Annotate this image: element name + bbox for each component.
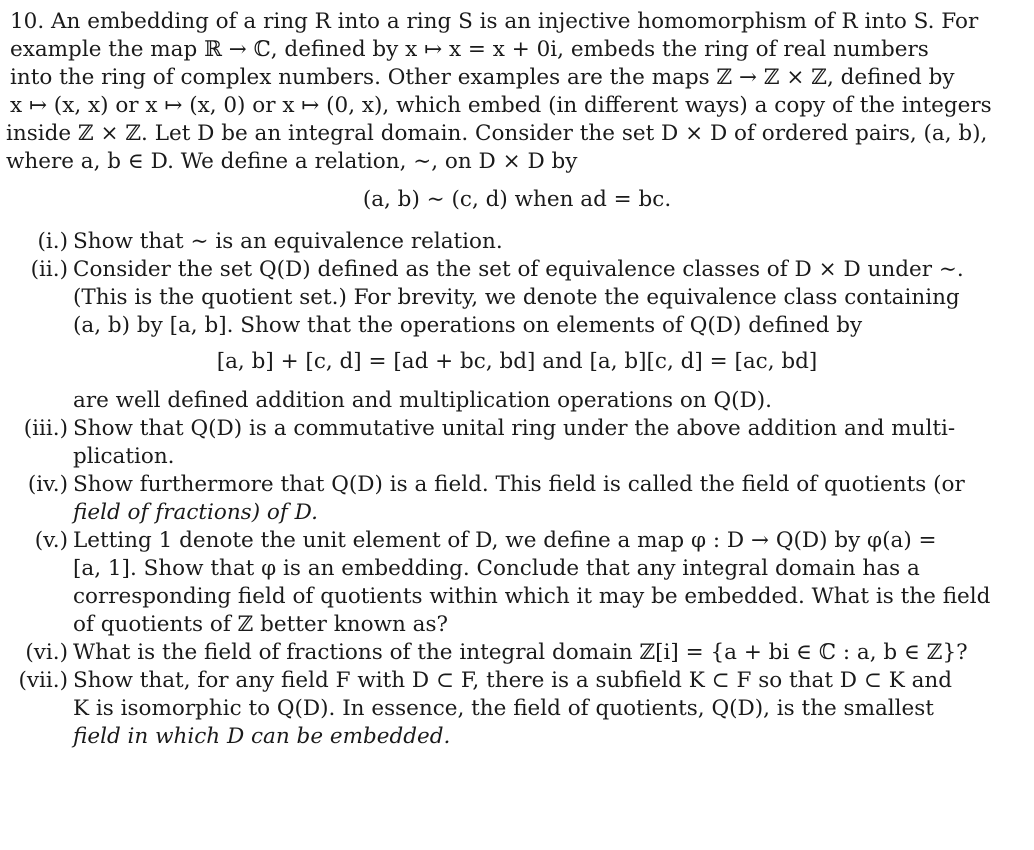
part-vi-label: (vi.) — [25, 640, 68, 665]
intro-line-3: into the ring of complex numbers. Other examples are the maps ℤ → ℤ × ℤ, defined by — [10, 65, 955, 90]
intro-line-1: 10. An embedding of a ring R into a ring S is an injective homomorphism of R into S. For — [10, 9, 979, 34]
part-iv-line-1: Show furthermore that Q(D) is a field. This field is called the field of quotients (or — [73, 472, 965, 497]
part-vii-line-3: field in which D can be embedded. — [73, 724, 451, 749]
part-ii-line-3: (a, b) by [a, b]. Show that the operations on elements of Q(D) defined by — [73, 313, 863, 338]
part-i-line-1: Show that ∼ is an equivalence relation. — [73, 229, 503, 254]
intro-line-5: inside ℤ × ℤ. Let D be an integral domain. Consider the set D × D of ordered pairs, (a, b), — [6, 121, 988, 146]
operations-display: [a, b] + [c, d] = [ad + bc, bd] and [a, b][c, d] = [ac, bd] — [216, 349, 818, 374]
intro-line-2: example the map ℝ → ℂ, defined by x ↦ x = x + 0i, embeds the ring of real numbers — [10, 37, 929, 62]
part-v-line-2: [a, 1]. Show that φ is an embedding. Conclude that any integral domain has a — [73, 556, 920, 581]
part-iii-line-1: Show that Q(D) is a commutative unital ring under the above addition and multi- — [73, 416, 956, 441]
part-ii-label: (ii.) — [30, 257, 68, 282]
part-iii-label: (iii.) — [23, 416, 68, 441]
part-ii-line-1: Consider the set Q(D) defined as the set of equivalence classes of D × D under ∼. — [73, 257, 964, 282]
part-ii-line-2: (This is the quotient set.) For brevity, we denote the equivalence class containing — [73, 285, 960, 310]
intro-line-4: x ↦ (x, x) or x ↦ (x, 0) or x ↦ (0, x), which embed (in different ways) a copy of the integers — [10, 93, 992, 118]
part-v-line-3: corresponding field of quotients within which it may be embedded. What is the field — [73, 584, 991, 609]
intro-line-6: where a, b ∈ D. We define a relation, ∼, on D × D by — [6, 149, 578, 174]
part-vii-line-2: K is isomorphic to Q(D). In essence, the field of quotients, Q(D), is the smallest — [73, 696, 934, 721]
part-vii-label: (vii.) — [18, 668, 68, 693]
part-iv-line-2: field of fractions) of D. — [73, 500, 318, 525]
part-iv-label: (iv.) — [27, 472, 68, 497]
part-ii-after: are well defined addition and multiplication operations on Q(D). — [73, 388, 772, 413]
part-iii-line-2: plication. — [73, 444, 175, 469]
part-v-line-4: of quotients of ℤ better known as? — [73, 612, 449, 637]
relation-definition: (a, b) ∼ (c, d) when ad = bc. — [362, 187, 672, 212]
part-vi-line-1: What is the field of fractions of the integral domain ℤ[i] = {a + bi ∈ ℂ : a, b ∈ ℤ}? — [73, 640, 968, 665]
part-i-label: (i.) — [37, 229, 68, 254]
part-v-line-1: Letting 1 denote the unit element of D, we define a map φ : D → Q(D) by φ(a) = — [73, 528, 937, 553]
part-v-label: (v.) — [34, 528, 68, 553]
part-vii-line-1: Show that, for any field F with D ⊂ F, there is a subfield K ⊂ F so that D ⊂ K and — [73, 668, 953, 693]
